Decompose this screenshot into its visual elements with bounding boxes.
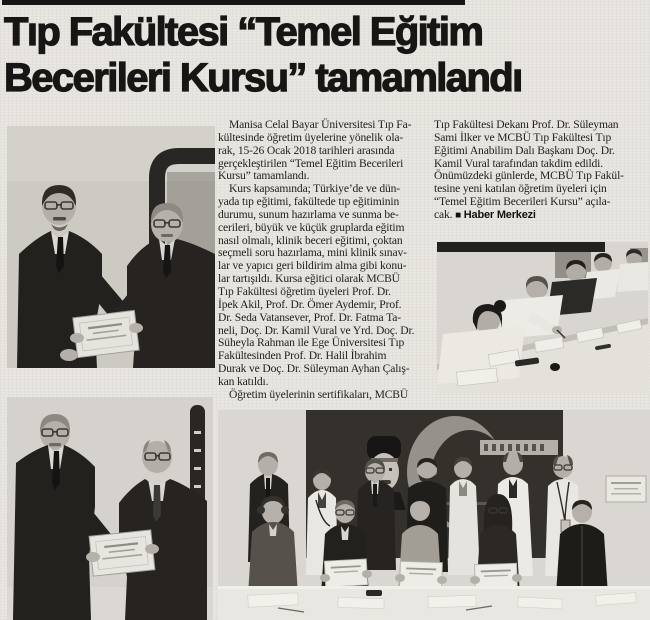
paragraph (218, 119, 432, 183)
headline-line-2: Becerileri Kursu” tamamlandı (4, 56, 522, 100)
body-line: Manisa Celal Bayar Üniversitesi Tıp Fa- (229, 118, 412, 131)
body-line: neli, Doç. Dr. Kamil Vural ve Yrd. Doç. Dr. (218, 323, 415, 337)
headline-line-1: Tıp Fakültesi “Temel Eğitim (4, 10, 483, 54)
body-line: Fakültesinden Prof. Dr. Halil İbrahim (218, 349, 387, 363)
signature-square-icon: ■ (455, 209, 462, 221)
body-line: Sami İlker ve MCBÜ Tıp Fakültesi Tıp (434, 130, 612, 144)
photo-exam-writing (437, 242, 648, 393)
body-line: Öğretim üyelerinin sertifikaları, MCBÜ (229, 387, 409, 401)
body-line: yada tıp eğitimi, fakültede tıp eğitiminin (218, 195, 400, 209)
article-column-2 (434, 119, 650, 222)
body-line: Dr. Seda Vatansever, Prof. Dr. Fatma Ta- (218, 310, 401, 324)
article-headline (4, 9, 650, 101)
body-line: nasıl olmalı, klinik beceri eğitimi, çoktan (218, 233, 403, 247)
body-line: lar tartışıldı. Kursa eğitici olarak MCBÜ (218, 272, 400, 286)
body-line: kültesinde öğretim üyelerine yönelik ola- (218, 130, 404, 144)
body-line: İpek Akil, Prof. Dr. Ömer Aydemir, Prof. (218, 297, 402, 311)
body-line: durumu, sunum hazırlama ve sunma be- (218, 207, 399, 221)
body-line: Tıp Fakültesi Dekanı Prof. Dr. Süleyman (434, 118, 619, 131)
paragraph (218, 183, 432, 389)
signature-label: Haber Merkezi (463, 208, 536, 221)
body-line: Tıp Fakültesi öğretim üyeleri Prof. Dr. (218, 284, 391, 298)
body-line: gerçekleştirilen “Temel Eğitim Becerileri (218, 156, 404, 170)
body-line: Kursu” tamamlandı. (218, 169, 310, 183)
body-line: Kamil Vural tarafından takdim edildi. (434, 156, 604, 170)
body-line: tesine yeni katılan öğretim üyeleri için (434, 182, 607, 196)
body-line: rak, 15-26 Ocak 2018 tarihleri arasında (218, 143, 395, 157)
body-line: kan katıldı. (218, 374, 269, 388)
photo-certificate-presentation-1 (7, 126, 215, 368)
paragraph (218, 389, 432, 402)
body-line: cak. ■ Haber Merkezi (434, 207, 536, 221)
body-line: Süheyla Rahman ile Ege Üniversitesi Tıp (218, 336, 405, 350)
paragraph (434, 119, 650, 222)
article-column-1 (218, 119, 432, 402)
body-line: lar ve yapıcı geri bildirim alma gibi konu- (218, 259, 407, 273)
photo-certificate-presentation-2 (7, 397, 213, 620)
body-line: “Temel Eğitim Becerileri Kursu” açıla- (434, 195, 611, 209)
body-line: Durak ve Doç. Dr. Süleyman Ayhan Çalış- (218, 362, 410, 376)
top-rule (2, 0, 465, 5)
body-line: Kurs kapsamında; Türkiye’de ve dün- (229, 182, 400, 196)
photo-group-certificates (218, 410, 650, 620)
body-line: cerileri, büyük ve küçük gruplarda eğitim (218, 220, 405, 234)
body-line: Eğitimi Anabilim Dalı Başkanı Doç. Dr. (434, 143, 615, 157)
body-line: seçmeli soru hazırlama, mini klinik sınav- (218, 246, 407, 260)
body-line: Önümüzdeki günlerde, MCBÜ Tıp Fakül- (434, 169, 624, 183)
